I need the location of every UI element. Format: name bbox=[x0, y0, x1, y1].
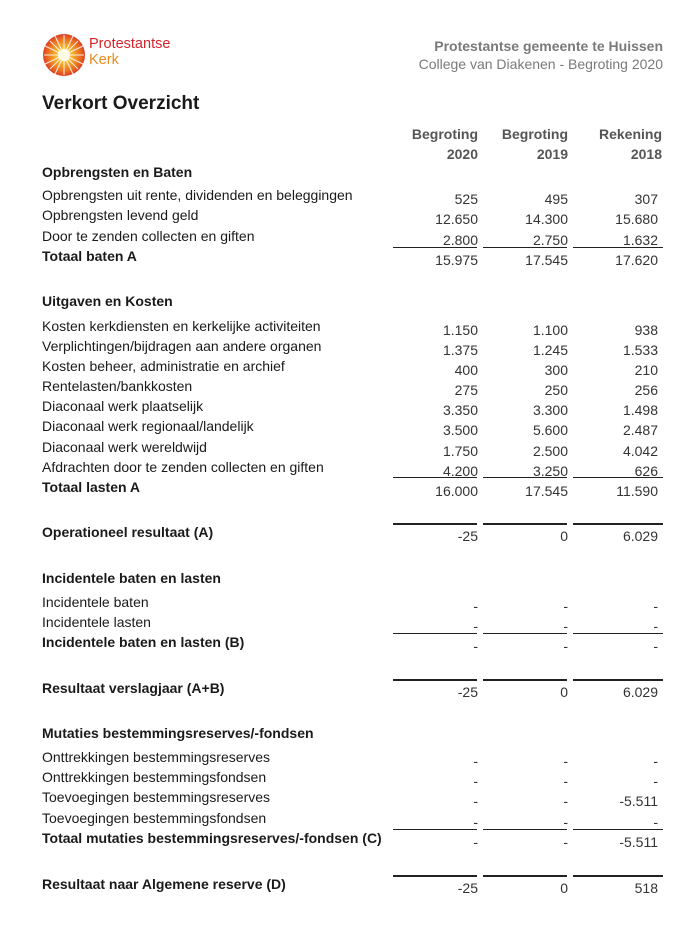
row-value-col-3: 307 bbox=[634, 191, 658, 207]
row-value-col-1: 400 bbox=[454, 362, 478, 378]
row-label: Door te zenden collecten en giften bbox=[42, 228, 255, 244]
table-row bbox=[42, 439, 664, 459]
row-label: Verplichtingen/bijdragen aan andere organen bbox=[42, 338, 322, 354]
row-label: Uitgaven en Kosten bbox=[42, 293, 173, 309]
total-row bbox=[42, 248, 664, 268]
total-row bbox=[42, 830, 664, 850]
total-rule bbox=[393, 679, 477, 681]
row-label: Incidentele baten en lasten bbox=[42, 570, 221, 586]
row-value-col-2: 2.750 bbox=[532, 232, 568, 248]
row-value-col-2: 1.100 bbox=[532, 322, 568, 338]
row-value-col-1: -25 bbox=[457, 684, 478, 700]
row-value-col-2: 2.500 bbox=[532, 443, 568, 459]
table-row bbox=[42, 187, 664, 207]
row-value-col-1: 3.350 bbox=[442, 402, 478, 418]
row-value-col-2: 5.600 bbox=[532, 422, 568, 438]
row-value-col-2: - bbox=[563, 834, 568, 850]
row-value-col-3: 15.680 bbox=[615, 211, 658, 227]
row-value-col-1: 4.200 bbox=[442, 463, 478, 479]
total-rule bbox=[573, 247, 663, 248]
section-heading bbox=[42, 570, 664, 590]
total-rule bbox=[573, 477, 663, 478]
row-value-col-1: -25 bbox=[457, 528, 478, 544]
total-rule bbox=[393, 477, 477, 478]
row-label: Operationeel resultaat (A) bbox=[42, 524, 214, 540]
row-value-col-3: 6.029 bbox=[622, 684, 658, 700]
row-label: Diaconaal werk regionaal/landelijk bbox=[42, 418, 254, 434]
row-value-col-3: - bbox=[653, 814, 658, 830]
table-row bbox=[42, 338, 664, 358]
row-label: Onttrekkingen bestemmingsreserves bbox=[42, 749, 270, 765]
row-label: Resultaat verslagjaar (A+B) bbox=[42, 680, 225, 696]
total-rule bbox=[483, 875, 567, 877]
row-value-col-1: - bbox=[473, 598, 478, 614]
row-label: Kosten kerkdiensten en kerkelijke activiteiten bbox=[42, 318, 321, 334]
row-value-col-2: - bbox=[563, 793, 568, 809]
row-value-col-1: - bbox=[473, 814, 478, 830]
row-value-col-1: 12.650 bbox=[435, 211, 478, 227]
document-subtitle: College van Diakenen - Begroting 2020 bbox=[418, 56, 663, 72]
total-rule bbox=[483, 633, 567, 634]
row-label: Incidentele baten bbox=[42, 594, 149, 610]
row-value-col-3: 11.590 bbox=[616, 483, 658, 499]
row-value-col-2: 17.545 bbox=[525, 252, 568, 268]
total-rule bbox=[483, 523, 567, 525]
row-value-col-3: 4.042 bbox=[622, 443, 658, 459]
row-value-col-1: - bbox=[473, 618, 478, 634]
total-rule bbox=[573, 679, 663, 681]
table-row bbox=[42, 749, 664, 769]
row-value-col-2: 300 bbox=[544, 362, 568, 378]
total-rule bbox=[483, 679, 567, 681]
table-row bbox=[42, 228, 664, 248]
row-value-col-2: 495 bbox=[544, 191, 568, 207]
total-rule bbox=[393, 247, 477, 248]
table-row bbox=[42, 398, 664, 418]
row-value-col-3: 256 bbox=[634, 382, 658, 398]
row-label: Kosten beheer, administratie en archief bbox=[42, 358, 285, 374]
table-row bbox=[42, 769, 664, 789]
row-value-col-3: 938 bbox=[634, 322, 658, 338]
row-value-col-2: 0 bbox=[560, 528, 568, 544]
section-heading bbox=[42, 293, 664, 313]
row-value-col-1: 1.150 bbox=[442, 322, 478, 338]
row-value-col-1: 1.375 bbox=[442, 342, 478, 358]
row-value-col-3: - bbox=[653, 598, 658, 614]
row-label: Totaal lasten A bbox=[42, 479, 141, 495]
row-value-col-1: 275 bbox=[454, 382, 478, 398]
total-row bbox=[42, 680, 664, 700]
total-row bbox=[42, 634, 664, 654]
row-value-col-3: -5.511 bbox=[619, 793, 658, 809]
total-rule bbox=[573, 633, 663, 634]
column-header-begroting-2019: Begroting 2019 bbox=[501, 126, 568, 162]
row-value-col-3: - bbox=[653, 773, 658, 789]
row-value-col-2: 1.245 bbox=[532, 342, 568, 358]
row-value-col-2: 0 bbox=[560, 684, 568, 700]
row-value-col-1: - bbox=[473, 638, 478, 654]
row-value-col-2: - bbox=[563, 773, 568, 789]
row-value-col-2: - bbox=[563, 598, 568, 614]
row-label: Toevoegingen bestemmingsfondsen bbox=[42, 810, 267, 826]
total-rule bbox=[573, 875, 663, 877]
row-value-col-2: 250 bbox=[544, 382, 568, 398]
row-label: Opbrengsten uit rente, dividenden en beleggingen bbox=[42, 187, 353, 203]
row-value-col-3: 1.498 bbox=[622, 402, 658, 418]
row-value-col-2: 3.300 bbox=[532, 402, 568, 418]
table-row bbox=[42, 594, 664, 614]
row-value-col-1: - bbox=[473, 753, 478, 769]
total-rule bbox=[393, 523, 477, 525]
total-row bbox=[42, 876, 664, 896]
total-rule bbox=[573, 523, 663, 525]
row-value-col-1: 15.975 bbox=[435, 252, 478, 268]
table-row bbox=[42, 418, 664, 438]
row-label: Onttrekkingen bestemmingsfondsen bbox=[42, 769, 267, 785]
row-label: Totaal baten A bbox=[42, 248, 137, 264]
row-value-col-3: 518 bbox=[634, 880, 658, 896]
row-value-col-2: - bbox=[563, 814, 568, 830]
row-value-col-2: - bbox=[563, 753, 568, 769]
row-value-col-2: - bbox=[563, 618, 568, 634]
total-rule bbox=[393, 829, 477, 830]
total-rule bbox=[393, 875, 477, 877]
row-label: Diaconaal werk plaatselijk bbox=[42, 398, 204, 414]
total-row bbox=[42, 479, 664, 499]
organization-name: Protestantse gemeente te Huissen bbox=[434, 38, 663, 54]
row-value-col-3: 6.029 bbox=[622, 528, 658, 544]
table-row bbox=[42, 378, 664, 398]
row-value-col-3: 17.620 bbox=[615, 252, 658, 268]
row-value-col-3: - bbox=[653, 618, 658, 634]
logo-line-2: Kerk bbox=[89, 52, 119, 68]
row-label: Opbrengsten en Baten bbox=[42, 164, 193, 180]
row-label: Afdrachten door te zenden collecten en giften bbox=[42, 459, 324, 475]
row-label: Totaal mutaties bestemmingsreserves/-fondsen (C) bbox=[42, 830, 382, 846]
row-label: Incidentele baten en lasten (B) bbox=[42, 634, 245, 650]
row-value-col-1: -25 bbox=[457, 880, 478, 896]
row-label: Opbrengsten levend geld bbox=[42, 207, 199, 223]
row-value-col-2: 17.545 bbox=[525, 483, 568, 499]
row-value-col-3: 210 bbox=[634, 362, 658, 378]
row-value-col-3: 2.487 bbox=[622, 422, 658, 438]
row-label: Resultaat naar Algemene reserve (D) bbox=[42, 876, 286, 892]
document-header bbox=[419, 37, 663, 73]
row-value-col-2: 14.300 bbox=[525, 211, 568, 227]
page-title: Verkort Overzicht bbox=[42, 93, 200, 114]
row-value-col-1: 3.500 bbox=[442, 422, 478, 438]
row-value-col-1: - bbox=[473, 773, 478, 789]
table-row bbox=[42, 810, 664, 830]
row-value-col-3: -5.511 bbox=[619, 834, 658, 850]
row-value-col-1: 1.750 bbox=[442, 443, 478, 459]
row-value-col-3: 626 bbox=[634, 463, 658, 479]
table-row bbox=[42, 318, 664, 338]
row-value-col-2: 0 bbox=[560, 880, 568, 896]
table-row bbox=[42, 358, 664, 378]
total-rule bbox=[393, 633, 477, 634]
total-rule bbox=[483, 247, 567, 248]
row-label: Diaconaal werk wereldwijd bbox=[42, 439, 207, 455]
row-value-col-3: 1.632 bbox=[622, 232, 658, 248]
row-label: Toevoegingen bestemmingsreserves bbox=[42, 789, 271, 805]
logo-line-1: Protestantse bbox=[89, 36, 171, 52]
table-row bbox=[42, 614, 664, 634]
logo-wordmark bbox=[89, 36, 170, 68]
row-value-col-3: 1.533 bbox=[622, 342, 658, 358]
row-label: Mutaties bestemmingsreserves/-fondsen bbox=[42, 725, 314, 741]
row-value-col-3: - bbox=[653, 753, 658, 769]
row-value-col-1: 2.800 bbox=[442, 232, 478, 248]
row-label: Incidentele lasten bbox=[42, 614, 151, 630]
total-rule bbox=[483, 477, 567, 478]
table-row bbox=[42, 459, 664, 479]
row-value-col-1: 16.000 bbox=[435, 483, 478, 499]
protestantse-kerk-logo bbox=[42, 33, 86, 77]
section-heading bbox=[42, 725, 664, 745]
table-row bbox=[42, 207, 664, 227]
row-value-col-1: - bbox=[473, 793, 478, 809]
column-header-begroting-2020: Begroting 2020 bbox=[411, 126, 478, 162]
column-header-rekening-2018: Rekening 2018 bbox=[598, 126, 662, 162]
row-value-col-2: 3.250 bbox=[532, 463, 568, 479]
row-value-col-1: 525 bbox=[454, 191, 478, 207]
row-value-col-1: - bbox=[473, 834, 478, 850]
total-row bbox=[42, 524, 664, 544]
section-heading bbox=[42, 164, 664, 184]
row-label: Rentelasten/bankkosten bbox=[42, 378, 193, 394]
total-rule bbox=[483, 829, 567, 830]
row-value-col-2: - bbox=[563, 638, 568, 654]
total-rule bbox=[573, 829, 663, 830]
table-row bbox=[42, 789, 664, 809]
row-value-col-3: - bbox=[653, 638, 658, 654]
